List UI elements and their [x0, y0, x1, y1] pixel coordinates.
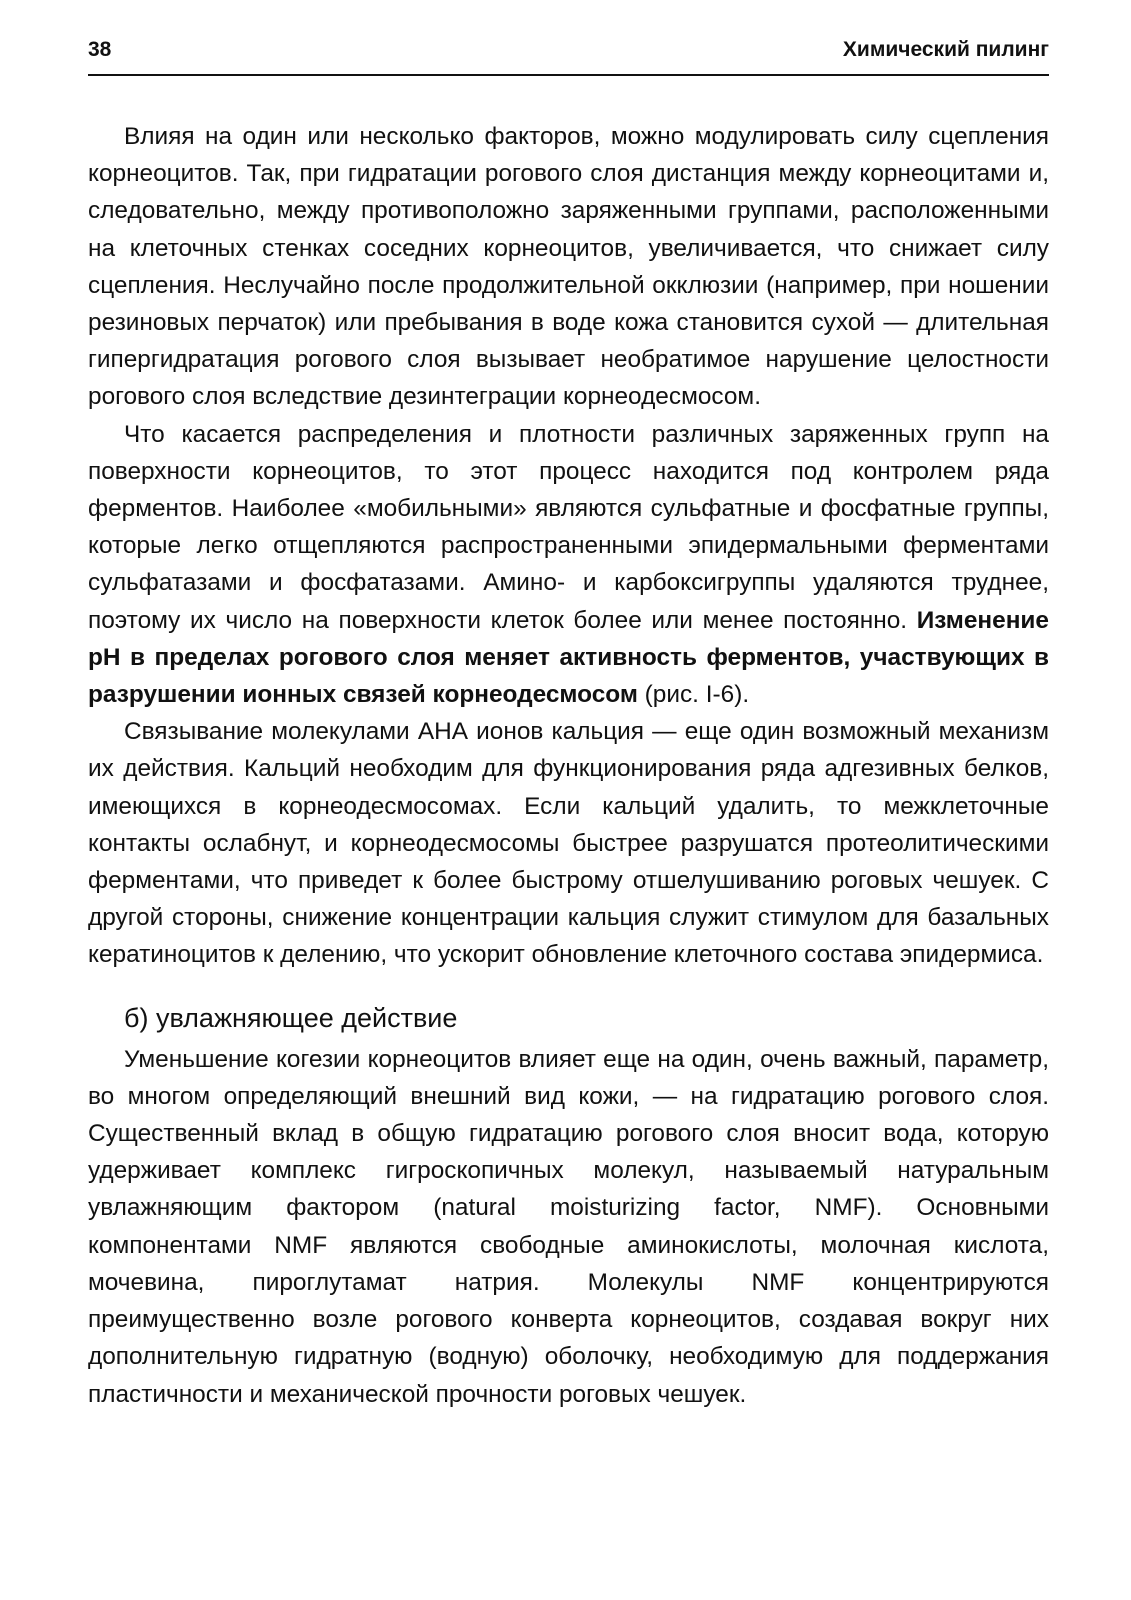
section-subheading: б) увлажняющее действие [124, 1002, 458, 1033]
paragraph-2-bold-text: Изменение pH в пределах рогового слоя меняет активность ферментов, участвующих в разрушении ионных связей корнеодесмосом [88, 606, 1049, 709]
page-number: 38 [88, 38, 112, 61]
running-title: Химический пилинг [842, 38, 1049, 61]
paragraph-2-text: Что касается распределения и плотности различных заряженных групп на поверхности корнеоцитов, то этот процесс находится под контролем ряда ферментов. Наиболее «мобильными» являются сульфатные и фосфатные группы, которые легко отщепляются распространенными эпидермальными ферментами сульфатазами и фосфатазами. Амино- и карбоксигруппы удаляются труднее, поэтому их число на поверхности клеток более или менее постоянно. [88, 420, 1049, 634]
paragraph-3-text: Связывание молекулами АНА ионов кальция — еще один возможный механизм их действия. Кальций необходим для функционирования ряда адгезивных белков, имеющихся в корнеодесмосомах. Если кальций удалить, то межклеточные контакты ослабнут, и корнеодесмосомы быстрее разрушатся протеолитическими ферментами, что приведет к более быстрому отшелушиванию роговых чешуек. С другой стороны, снижение концентрации кальция служит стимулом для базальных кератиноцитов к делению, что ускорит обновление клеточного состава эпидермиса. [88, 718, 1049, 969]
paragraph-1-text: Влияя на один или несколько факторов, можно модулировать силу сцепления корнеоцитов. Так, при гидратации рогового слоя дистанция между корнеоцитами и, следовательно, между противоположно заряженными группами, расположенными на клеточных стенках соседних корнеоцитов, увеличивается, что снижает силу сцепления. Неслучайно после продолжительной окклюзии (например, при ношении резиновых перчаток) или пребывания в воде кожа становится сухой — длительная гипергидратация рогового слоя вызывает необратимое нарушение целостности рогового слоя вследствие дезинтеграции корнеодесмосом. [88, 123, 1049, 411]
page-body [88, 118, 1049, 1413]
paragraph-2 [88, 416, 1049, 714]
paragraph-3 [88, 713, 1049, 973]
paragraph-2-figure-ref: (рис. I-6). [637, 681, 750, 709]
paragraph-1 [88, 118, 1049, 416]
paragraph-4 [88, 1041, 1049, 1413]
page-header [88, 34, 1049, 76]
paragraph-4-text: Уменьшение когезии корнеоцитов влияет еще на один, очень важный, параметр, во многом определяющий внешний вид кожи, — на гидратацию рогового слоя. Существенный вклад в общую гидратацию рогового слоя вносит вода, которую удерживает комплекс гигроскопичных молекул, называемый натуральным увлажняющим фактором (natural moisturizing factor, NMF). Основными компонентами NMF являются свободные аминокислоты, молочная кислота, мочевина, пироглутамат натрия. Молекулы NMF концентрируются преимущественно возле рогового конверта корнеоцитов, создавая вокруг них дополнительную гидратную (водную) оболочку, необходимую для поддержания пластичности и механической прочности роговых чешуек. [88, 1045, 1049, 1408]
